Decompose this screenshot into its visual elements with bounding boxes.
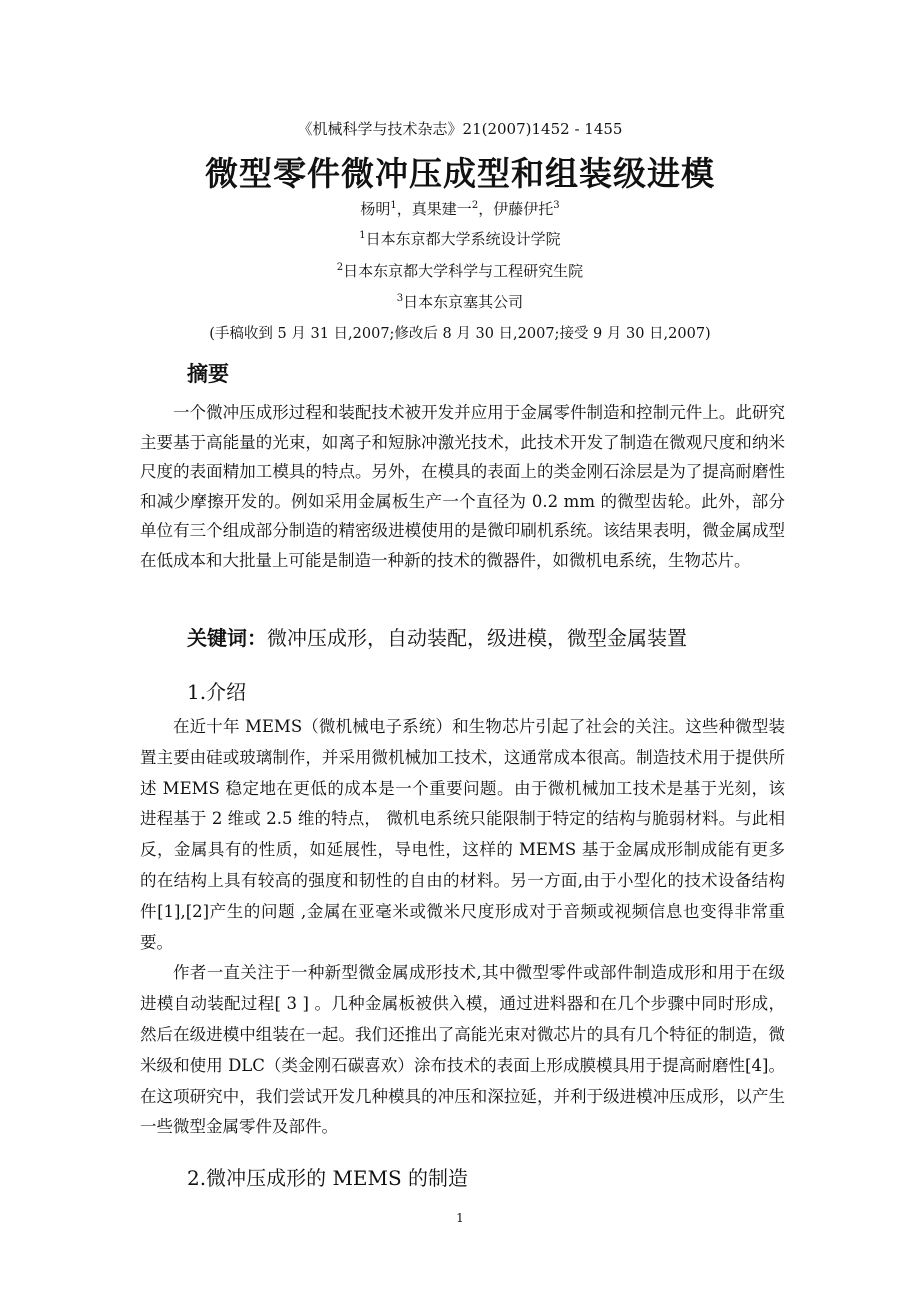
author-name: 伊藤伊托	[493, 200, 554, 218]
keywords-label: 关键词：	[187, 626, 267, 650]
affiliation	[0, 260, 920, 281]
affiliation-mark: 3	[396, 293, 404, 304]
affiliation-mark: 1	[359, 230, 366, 241]
abstract-heading: 摘要	[187, 361, 229, 386]
journal-citation: 《机械科学与技术杂志》21(2007)1452 - 1455	[297, 120, 623, 138]
affiliation	[0, 291, 920, 312]
section-heading-introduction: 1.介绍	[187, 680, 247, 704]
author-name: 杨明	[360, 200, 391, 218]
author-name: 真果建一	[411, 200, 472, 218]
section-heading-mems-fabrication: 2.微冲压成形的 MEMS 的制造	[187, 1166, 469, 1190]
author-separator: ，	[396, 200, 412, 218]
abstract-text: 一个微冲压成形过程和装配技术被开发并应用于金属零件制造和控制元件上。此研究主要基于高能量的光束，如离子和短脉冲激光技术，此技术开发了制造在微观尺度和纳米尺度的表面精加工模具的特点。另外，在模具的表面上的类金刚石涂层是为了提高耐磨性和减少摩擦开发的。例如采用金属板生产一个直径为 0.2 mm 的微型齿轮。此外，部分单位有三个组成部分制造的精密级进模使用的是微印刷机系统。该结果表明，微金属成型在低成本和大批量上可能是制造一种新的技术的微器件，如微机电系统，生物芯片。	[140, 403, 785, 570]
affiliation-mark: 2	[336, 262, 344, 273]
introduction-body	[140, 712, 785, 1143]
affiliation	[0, 228, 920, 249]
author-separator: ，	[478, 200, 494, 218]
keywords-line	[187, 622, 687, 651]
author-affiliation-mark: 3	[553, 200, 560, 211]
paper-title: 微型零件微冲压成型和组装级进模	[205, 154, 715, 193]
page-number: 1	[456, 1211, 464, 1225]
affiliation-text: 日本东京都大学系统设计学院	[365, 230, 561, 248]
author-list	[0, 198, 920, 219]
author-affiliation-mark: 2	[471, 200, 479, 211]
manuscript-dates: (手稿收到 5 月 31 日,2007;修改后 8 月 30 日,2007;接受 9 月 30 日,2007)	[209, 326, 711, 342]
affiliation-text: 日本东京塞其公司	[403, 293, 524, 311]
keywords-list: 微冲压成形，自动装配，级进模，微型金属装置	[267, 626, 687, 650]
body-paragraph: 在近十年 MEMS（微机械电子系统）和生物芯片引起了社会的关注。这些种微型装置主要由硅或玻璃制作，并采用微机械加工技术，这通常成本很高。制造技术用于提供所述 MEMS 稳定地在更低的成本是一个重要问题。由于微机械加工技术是基于光刻，该进程基于 2 维或 2.5 维的特点， 微机电系统只能限制于特定的结构与脆弱材料。与此相反，金属具有的性质，如延展性，导电性，这样的 MEMS 基于金属成形制成能有更多的在结构上具有较高的强度和韧性的自由的材料。另一方面,由于小型化的技术设备结构件[1],[2]产生的问题 ,金属在亚毫米或微米尺度形成对于音频或视频信息也变得非常重要。	[140, 717, 785, 952]
body-paragraph: 作者一直关注于一种新型微金属成形技术,其中微型零件或部件制造成形和用于在级进模自动装配过程[ 3 ] 。几种金属板被供入模，通过进料器和在几个步骤中同时形成，然后在级进模中组装在一起。我们还推出了高能光束对微芯片的具有几个特征的制造，微米级和使用 DLC（类金刚石碳喜欢）涂布技术的表面上形成膜模具用于提高耐磨性[4]。在这项研究中，我们尝试开发几种模具的冲压和深拉延，并利于级进模冲压成形，以产生一些微型金属零件及部件。	[140, 963, 785, 1137]
author-affiliation-mark: 1	[390, 200, 397, 211]
affiliation-text: 日本东京都大学科学与工程研究生院	[343, 262, 584, 280]
